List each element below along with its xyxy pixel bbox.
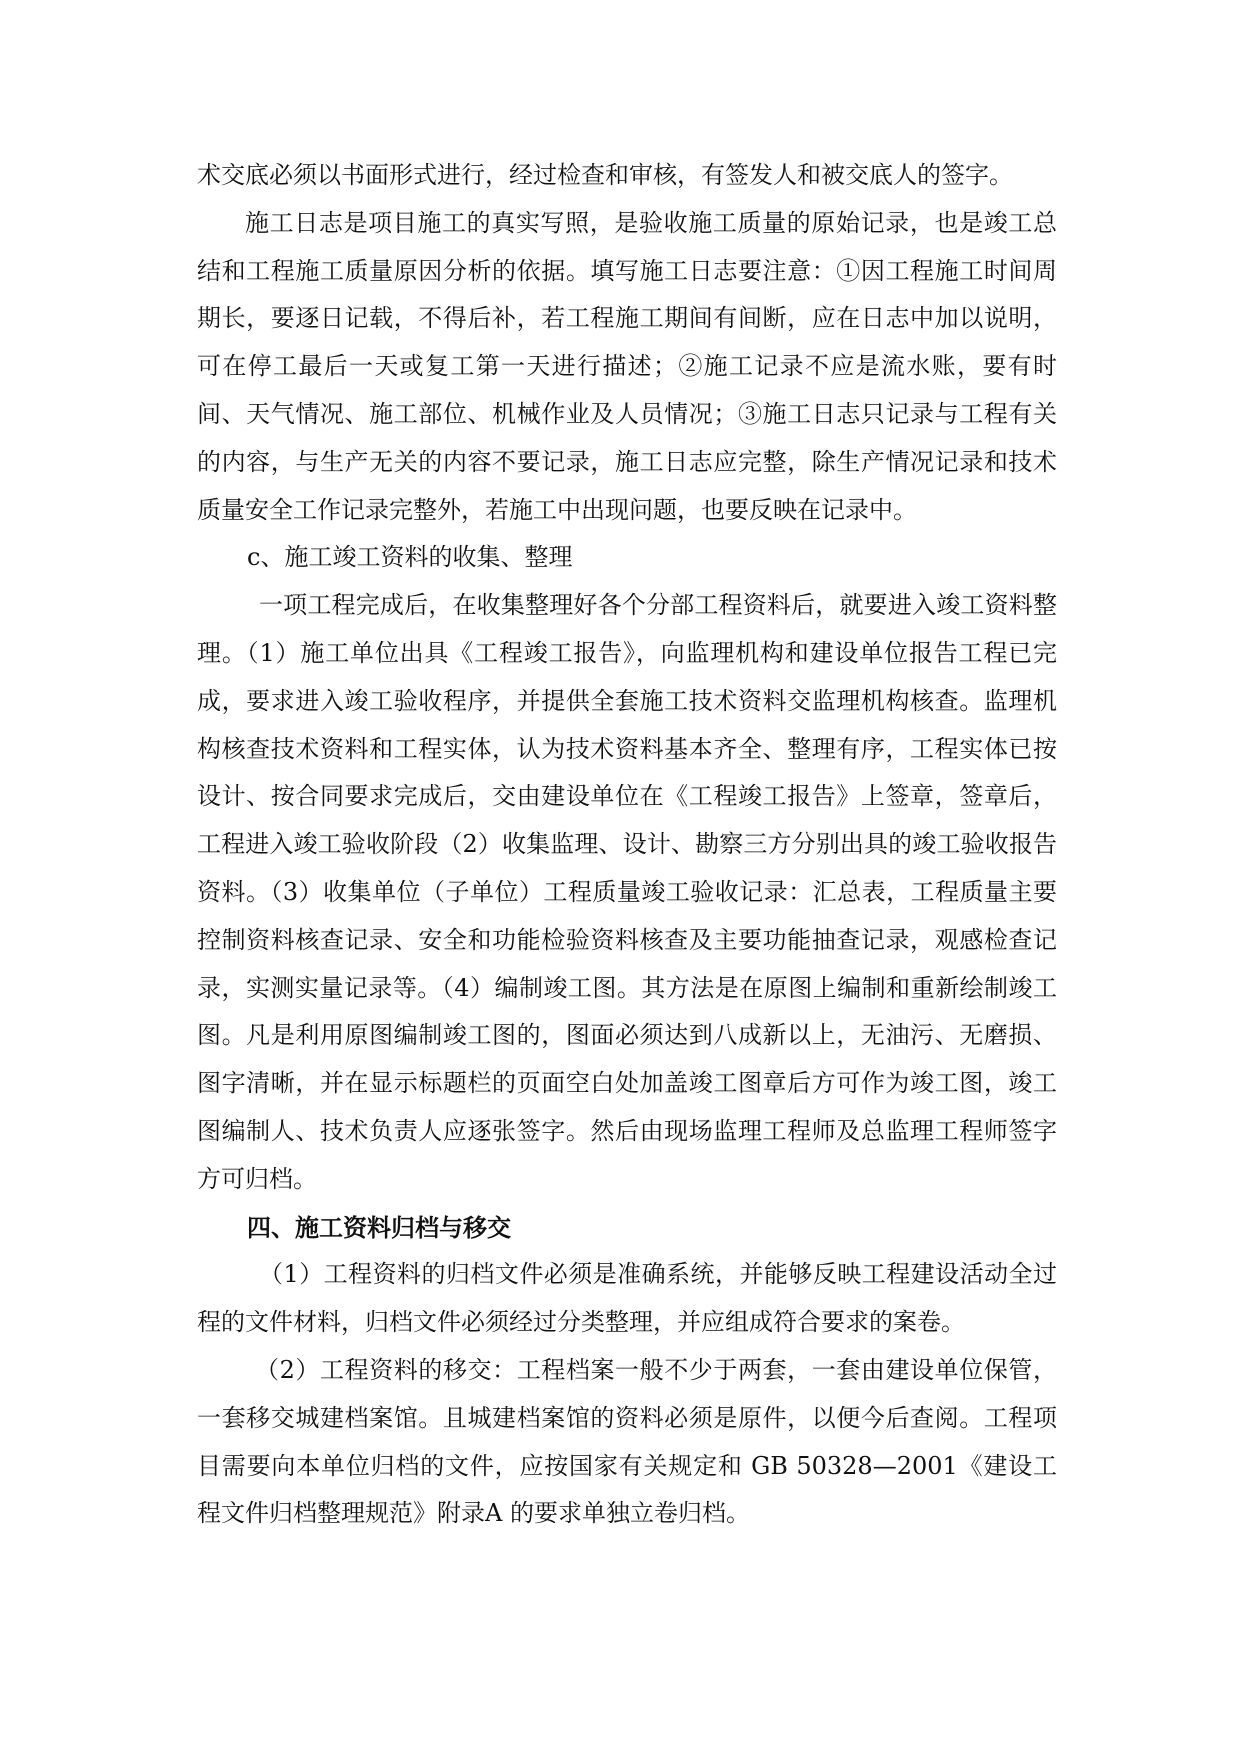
section-heading-archiving: 四、施工资料归档与移交 [247, 1212, 511, 1242]
paragraph-completion-process: 一项工程完成后，在收集整理好各个分部工程资料后，就要进入竣工资料整理。（1）施工单位出具《工程竣工报告》，向监理机构和建设单位报告工程已完成，要求进入竣工验收程序，并提供全套施工技术资料交监理机构核查。监理机构核查技术资料和工程实体，认为技术资料基本齐全、整理有序，工程实体已按设计、按合同要求完成后，交由建设单位在《工程竣工报告》上签章，签章后，工程进入竣工验收阶段（2）收集监理、设计、勘察三方分别出具的竣工验收报告资料。（3）收集单位（子单位）工程质量竣工验收记录：汇总表，工程质量主要控制资料核查记录、安全和功能检验资料核查及主要功能抽查记录，观感检查记录，实测实量记录等。（4）编制竣工图。其方法是在原图上编制和重新绘制竣工图。凡是利用原图编制竣工图的，图面必须达到八成新以上，无油污、无磨损、图字清晰，并在显示标题栏的页面空白处加盖竣工图章后方可作为竣工图，竣工图编制人、技术负责人应逐张签字。然后由现场监理工程师及总监理工程师签字方可归档。 [197, 591, 1057, 1193]
paragraph-archiving-rule-1: （1）工程资料的归档文件必须是准确系统，并能够反映工程建设活动全过程的文件材料，归档文件必须经过分类整理，并应组成符合要求的案卷。 [197, 1260, 1057, 1337]
paragraph-continuation: 术交底必须以书面形式进行，经过检查和审核，有签发人和被交底人的签字。 [197, 161, 1013, 189]
subheading-completion-data: c、施工竣工资料的收集、整理 [247, 543, 573, 572]
document-body [197, 152, 1057, 1538]
paragraph-construction-log: 施工日志是项目施工的真实写照，是验收施工质量的原始记录，也是竣工总结和工程施工质量原因分析的依据。填写施工日志要注意：①因工程施工时间周期长，要逐日记载，不得后补，若工程施工期间有间断，应在日志中加以说明，可在停工最后一天或复工第一天进行描述；②施工记录不应是流水账，要有时间、天气情况、施工部位、机械作业及人员情况；③施工日志只记录与工程有关的内容，与生产无关的内容不要记录，施工日志应完整，除生产情况记录和技术质量安全工作记录完整外，若施工中出现问题，也要反映在记录中。 [197, 208, 1057, 524]
paragraph-archiving-rule-2: （2）工程资料的移交：工程档案一般不少于两套，一套由建设单位保管，一套移交城建档案馆。且城建档案馆的资料必须是原件，以便今后查阅。工程项目需要向本单位归档的文件，应按国家有关规定和 GB 50328—2001《建设工程文件归档整理规范》附录A 的要求单独立卷归档。 [197, 1355, 1057, 1528]
